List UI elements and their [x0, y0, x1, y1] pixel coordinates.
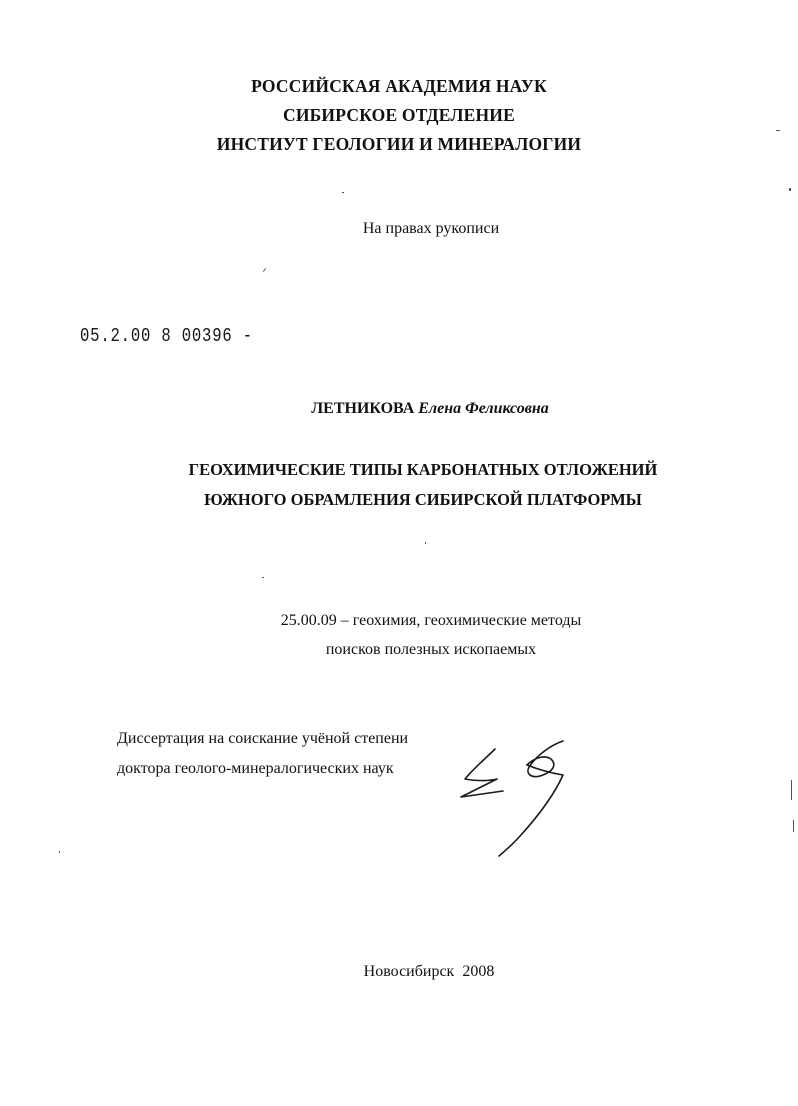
specialty-line-2: поисков полезных ископаемых — [325, 641, 537, 658]
library-stamp-number: 05.2.00 8 00396 - — [80, 325, 253, 347]
author-surname: ЛЕТНИКОВА — [311, 400, 415, 417]
author-name — [0, 400, 798, 418]
scan-speck — [793, 820, 794, 832]
handwritten-signature — [455, 735, 585, 860]
specialty-line-1: 25.00.09 – геохимия, геохимические методы — [280, 612, 582, 629]
scan-speck — [342, 192, 344, 193]
scan-speck — [789, 188, 791, 191]
institute-name: ИНСТИУТ ГЕОЛОГИИ И МИНЕРАЛОГИИ — [216, 134, 582, 154]
title-line-2: ЮЖНОГО ОБРАМЛЕНИЯ СИБИРСКОЙ ПЛАТФОРМЫ — [204, 490, 642, 509]
manuscript-rights-note: На правах рукописи — [362, 220, 500, 237]
scan-speck — [59, 851, 60, 853]
academy-name: РОССИЙСКАЯ АКАДЕМИЯ НАУК — [251, 76, 547, 96]
organization-header — [0, 72, 798, 159]
scan-speck — [776, 130, 780, 131]
scan-speck — [263, 268, 266, 272]
degree-statement — [117, 724, 408, 784]
title-line-1: ГЕОХИМИЧЕСКИЕ ТИПЫ КАРБОНАТНЫХ ОТЛОЖЕНИЙ — [188, 460, 658, 479]
degree-line-1: Диссертация на соискание учёной степени — [117, 730, 409, 747]
scan-speck — [791, 780, 792, 800]
scan-speck — [262, 577, 264, 578]
scan-speck — [425, 542, 426, 544]
dissertation-title — [0, 455, 798, 515]
specialty-code — [0, 606, 798, 664]
degree-line-2: доктора геолого-минералогических наук — [117, 760, 394, 777]
city-and-year: Новосибирск 2008 — [363, 963, 495, 980]
author-given-names: Елена Феликсовна — [418, 400, 549, 417]
branch-name: СИБИРСКОЕ ОТДЕЛЕНИЕ — [283, 105, 515, 125]
